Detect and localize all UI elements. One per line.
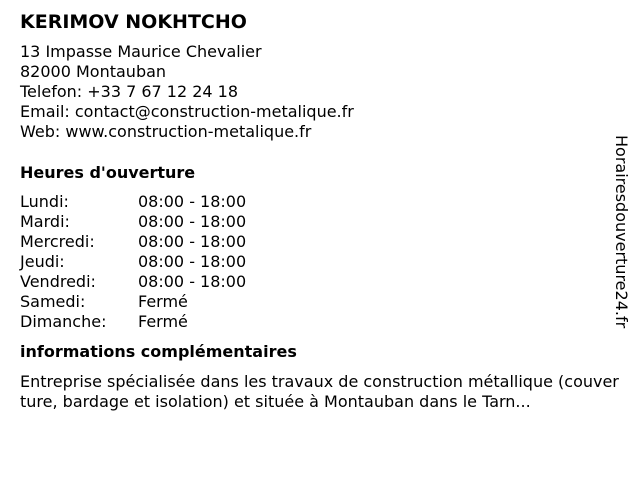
- hours-time: 08:00 - 18:00: [138, 212, 247, 231]
- company-name: KERIMOV NOKHTCHO: [20, 11, 247, 33]
- hours-time: Fermé: [138, 292, 188, 311]
- opening-hours-list: [20, 192, 610, 332]
- hours-day: Mardi:: [20, 212, 70, 231]
- hours-day: Dimanche:: [20, 312, 107, 331]
- hours-day: Lundi:: [20, 192, 69, 211]
- hours-row-saturday: [20, 292, 610, 312]
- hours-time: 08:00 - 18:00: [138, 232, 247, 251]
- hours-time: 08:00 - 18:00: [138, 252, 247, 271]
- hours-day: Jeudi:: [20, 252, 65, 271]
- opening-hours-heading: Heures d'ouverture: [20, 163, 196, 182]
- hours-time: Fermé: [138, 312, 188, 331]
- hours-day: Mercredi:: [20, 232, 95, 251]
- hours-row-tuesday: [20, 212, 610, 232]
- hours-row-thursday: [20, 252, 610, 272]
- phone-line: Telefon: +33 7 67 12 24 18: [20, 82, 239, 101]
- hours-time: 08:00 - 18:00: [138, 192, 247, 211]
- hours-row-friday: [20, 272, 610, 292]
- site-watermark: Horairesdouverture24.fr: [612, 135, 631, 329]
- address-street: 13 Impasse Maurice Chevalier: [20, 42, 262, 61]
- email-line: Email: contact@construction-metalique.fr: [20, 102, 354, 121]
- business-card: [20, 10, 619, 412]
- hours-time: 08:00 - 18:00: [138, 272, 247, 291]
- additional-info-heading: informations complémentaires: [20, 342, 297, 361]
- business-description: Entreprise spécialisée dans les travaux de construction métallique (couverture, bardage et isolation) et située à Montauban dans le Tarn...: [20, 372, 619, 411]
- hours-row-wednesday: [20, 232, 610, 252]
- address-city: 82000 Montauban: [20, 62, 167, 81]
- hours-row-monday: [20, 192, 610, 212]
- web-line: Web: www.construction-metalique.fr: [20, 122, 312, 141]
- hours-day: Vendredi:: [20, 272, 96, 291]
- hours-row-sunday: [20, 312, 610, 332]
- hours-day: Samedi:: [20, 292, 86, 311]
